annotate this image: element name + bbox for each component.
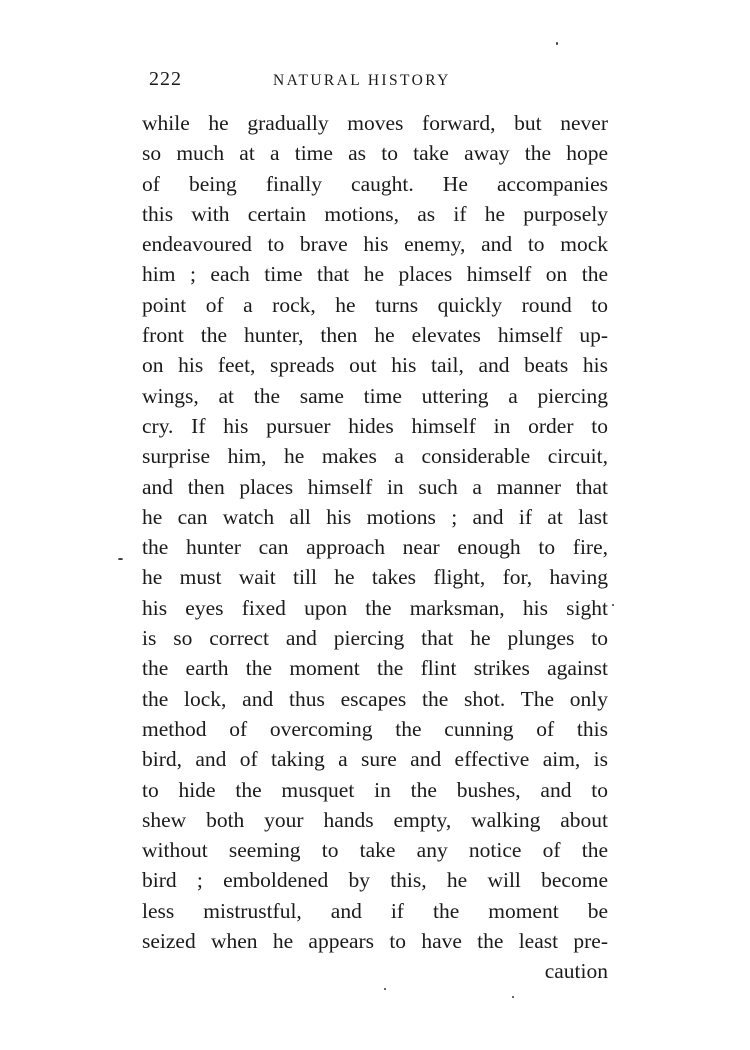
text-line: shew both your hands empty, walking about xyxy=(142,807,608,832)
paper-speck xyxy=(512,996,514,998)
running-head: NATURAL HISTORY xyxy=(273,72,451,89)
paper-speck xyxy=(556,42,558,45)
text-line: on his feet, spreads out his tail, and beats his xyxy=(142,353,608,378)
text-line: to hide the musquet in the bushes, and to xyxy=(142,777,608,802)
text-line: this with certain motions, as if he purposely xyxy=(142,201,608,226)
text-line: bird ; emboldened by this, he will become xyxy=(142,868,608,893)
text-line: point of a rock, he turns quickly round to xyxy=(142,292,608,317)
text-line: without seeming to take any notice of the xyxy=(142,838,608,863)
text-line: so much at a time as to take away the hope xyxy=(142,141,608,166)
text-line: the hunter can approach near enough to fire, xyxy=(142,535,608,560)
text-line: surprise him, he makes a considerable circuit, xyxy=(142,444,608,469)
paper-speck xyxy=(118,558,123,560)
text-line: is so correct and piercing that he plunges to xyxy=(142,626,608,651)
page-header xyxy=(145,68,610,98)
text-line: bird, and of taking a sure and effective aim, is xyxy=(142,747,608,772)
text-line: front the hunter, then he elevates himself up- xyxy=(142,323,608,348)
body-text xyxy=(142,108,608,987)
text-line: and then places himself in such a manner that xyxy=(142,474,608,499)
text-line: the earth the moment the flint strikes against xyxy=(142,656,608,681)
text-line: he must wait till he takes flight, for, having xyxy=(142,565,608,590)
text-line: he can watch all his motions ; and if at last xyxy=(142,504,608,529)
paper-speck xyxy=(384,988,386,990)
text-line: endeavoured to brave his enemy, and to mock xyxy=(142,232,608,257)
text-line: method of overcoming the cunning of this xyxy=(142,716,608,741)
paper-speck xyxy=(612,604,614,606)
text-line: seized when he appears to have the least pre- xyxy=(142,929,608,954)
text-line: cry. If his pursuer hides himself in order to xyxy=(142,413,608,438)
catchword: caution xyxy=(544,959,608,984)
text-line: of being finally caught. He accompanies xyxy=(142,171,608,196)
text-line: less mistrustful, and if the moment be xyxy=(142,898,608,923)
text-line: his eyes fixed upon the marksman, his sight xyxy=(142,595,608,620)
text-line: him ; each time that he places himself on the xyxy=(142,262,608,287)
text-line: the lock, and thus escapes the shot. The only xyxy=(142,686,608,711)
page-number: 222 xyxy=(149,68,182,90)
text-line: wings, at the same time uttering a piercing xyxy=(142,383,608,408)
text-line: while he gradually moves forward, but never xyxy=(142,111,608,135)
